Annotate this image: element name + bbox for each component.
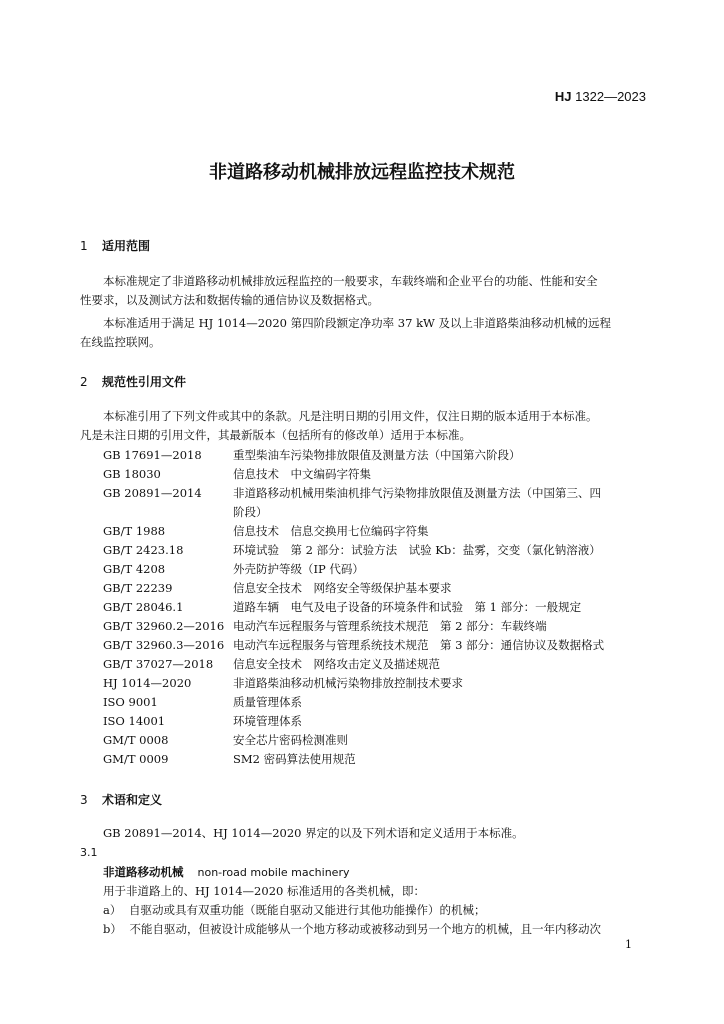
- list-item: [103, 901, 486, 920]
- standard-number: 1322—2023: [575, 89, 646, 104]
- section-number: 3: [80, 793, 88, 807]
- list-item-text: 自驱动或具有双重功能（既能自驱动又能进行其他功能操作）的机械；: [129, 903, 486, 917]
- section-2-heading: [80, 373, 186, 390]
- reference-code: GB 20891—2014: [103, 486, 202, 500]
- term-name-en: non-road mobile machinery: [197, 866, 350, 879]
- reference-title: 电动汽车远程服务与管理系统技术规范 第 2 部分：车载终端: [233, 619, 547, 633]
- reference-code: GB/T 2423.18: [103, 543, 184, 557]
- paragraph-line: GB 20891—2014、HJ 1014—2020 界定的以及下列术语和定义适用于本标准。: [103, 826, 524, 840]
- reference-code: GB/T 4208: [103, 562, 166, 576]
- term-name-zh: 非道路移动机械: [103, 865, 184, 879]
- reference-code: GB 17691—2018: [103, 448, 202, 462]
- reference-code: GM/T 0008: [103, 733, 169, 747]
- reference-code: GB/T 22239: [103, 581, 173, 595]
- reference-code: HJ 1014—2020: [103, 676, 192, 690]
- reference-code: GB/T 32960.3—2016: [103, 638, 225, 652]
- reference-title-continuation: 阶段）: [233, 505, 268, 519]
- reference-title: 环境管理体系: [233, 714, 302, 728]
- reference-title: 非道路柴油移动机械污染物排放控制技术要求: [233, 676, 463, 690]
- term-definition: 用于非道路上的、HJ 1014—2020 标准适用的各类机械，即：: [103, 884, 425, 898]
- reference-code: ISO 14001: [103, 714, 166, 728]
- reference-title: 道路车辆 电气及电子设备的环境条件和试验 第 1 部分：一般规定: [233, 600, 582, 614]
- list-item: [103, 920, 601, 939]
- reference-code: ISO 9001: [103, 695, 158, 709]
- reference-title: 质量管理体系: [233, 695, 302, 709]
- reference-title: 电动汽车远程服务与管理系统技术规范 第 3 部分：通信协议及数据格式: [233, 638, 605, 652]
- paragraph-line: 本标准规定了非道路移动机械排放远程监控的一般要求，车载终端和企业平台的功能、性能和安全: [103, 274, 598, 288]
- section-title: 规范性引用文件: [102, 375, 187, 389]
- reference-title: 安全芯片密码检测准则: [233, 733, 348, 747]
- section-1-heading: [80, 237, 150, 254]
- list-item-text: 不能自驱动，但被设计成能够从一个地方移动或被移动到另一个地方的机械，且一年内移动次: [129, 922, 602, 936]
- reference-code: GB 18030: [103, 467, 161, 481]
- reference-title: 信息安全技术 网络攻击定义及描述规范: [233, 657, 440, 671]
- document-title: 非道路移动机械排放远程监控技术规范: [209, 162, 515, 183]
- paragraph-line: 凡是未注日期的引用文件，其最新版本（包括所有的修改单）适用于本标准。: [80, 428, 471, 442]
- reference-code: GB/T 1988: [103, 524, 166, 538]
- reference-code: GB/T 32960.2—2016: [103, 619, 225, 633]
- standard-prefix: HJ: [554, 89, 572, 104]
- term-number: 3.1: [80, 846, 98, 859]
- section-title: 术语和定义: [102, 793, 163, 807]
- reference-title: 环境试验 第 2 部分：试验方法 试验 Kb：盐雾，交变（氯化钠溶液）: [233, 543, 601, 557]
- reference-title: 外壳防护等级（IP 代码）: [233, 562, 364, 576]
- paragraph-line: 本标准引用了下列文件或其中的条款。凡是注明日期的引用文件，仅注日期的版本适用于本标准。: [103, 409, 598, 423]
- term-heading: [103, 864, 349, 880]
- reference-title: 信息安全技术 网络安全等级保护基本要求: [233, 581, 452, 595]
- section-title: 适用范围: [102, 239, 151, 253]
- reference-title: 重型柴油车污染物排放限值及测量方法（中国第六阶段）: [233, 448, 521, 462]
- reference-code: GM/T 0009: [103, 752, 169, 766]
- page-number: 1: [625, 938, 632, 951]
- list-item-label: a）: [103, 903, 122, 917]
- list-item-label: b）: [103, 922, 122, 936]
- reference-title: 非道路移动机械用柴油机排气污染物排放限值及测量方法（中国第三、四: [233, 486, 601, 500]
- paragraph-line: 本标准适用于满足 HJ 1014—2020 第四阶段额定净功率 37 kW 及以上非道路柴油移动机械的远程: [103, 316, 612, 330]
- reference-title: 信息技术 信息交换用七位编码字符集: [233, 524, 429, 538]
- paragraph-line: 在线监控联网。: [80, 335, 161, 349]
- reference-title: 信息技术 中文编码字符集: [233, 467, 371, 481]
- section-3-heading: [80, 791, 162, 808]
- reference-code: GB/T 28046.1: [103, 600, 184, 614]
- section-number: 1: [80, 239, 88, 253]
- section-number: 2: [80, 375, 88, 389]
- paragraph-line: 性要求，以及测试方法和数据传输的通信协议及数据格式。: [80, 293, 379, 307]
- reference-code: GB/T 37027—2018: [103, 657, 214, 671]
- standard-code: [555, 89, 646, 104]
- reference-title: SM2 密码算法使用规范: [233, 752, 356, 766]
